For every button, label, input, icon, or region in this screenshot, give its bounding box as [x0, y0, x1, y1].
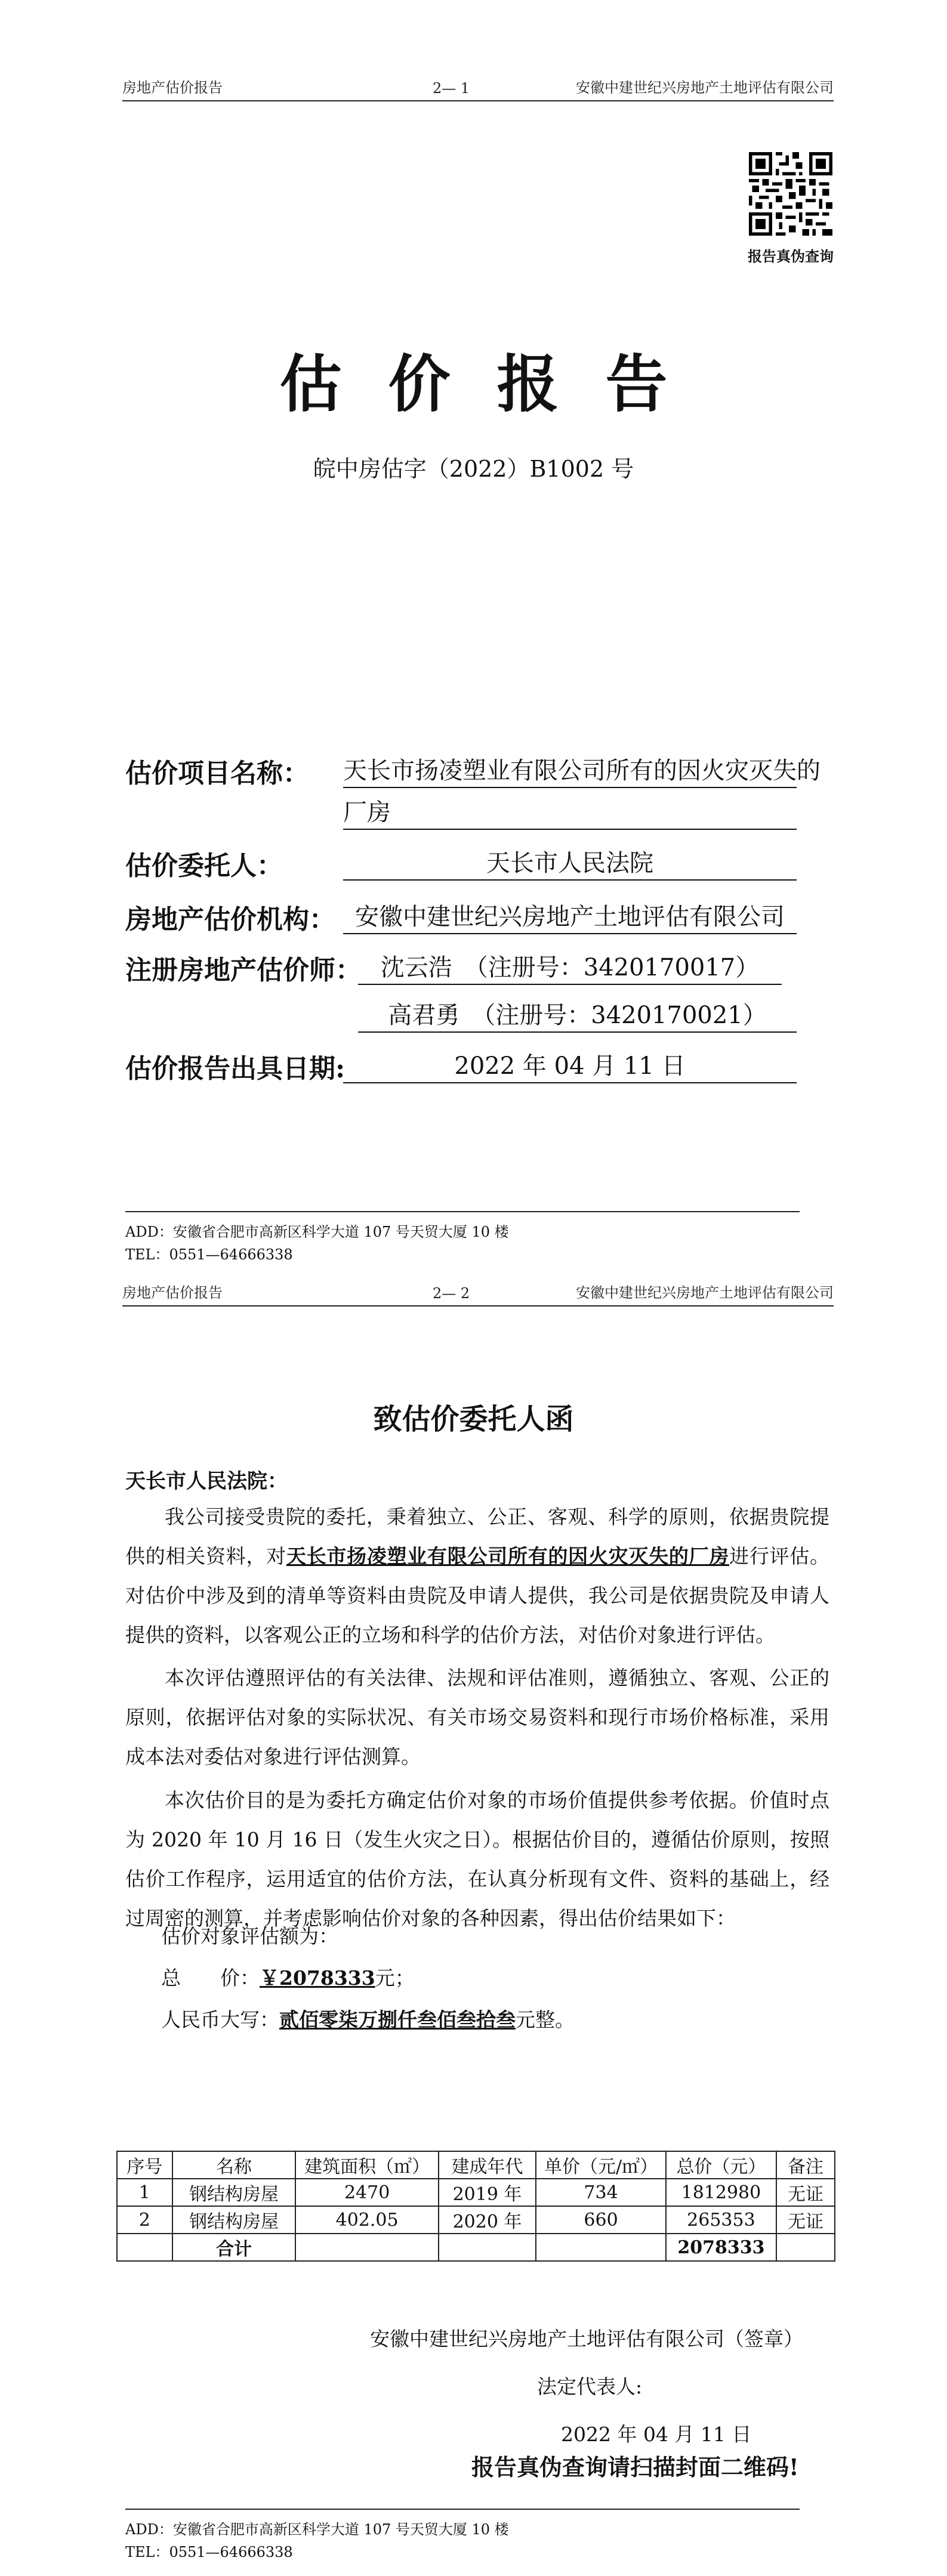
cell-year: 2019 年	[439, 2179, 536, 2206]
th-unit-price: 单价（元/㎡）	[536, 2151, 666, 2179]
date-label: 估价报告出具日期:	[125, 1054, 346, 1084]
rmb-label: 人民币大写：	[161, 2008, 279, 2031]
client-label: 估价委托人：	[125, 851, 283, 881]
qr-code-icon[interactable]	[749, 152, 832, 236]
p1-text-before: 我公司接受贵院的委托，秉着独立、公正、客观、科学的原则，依据贵院提供的相关资料，对	[125, 1505, 829, 1568]
th-index: 序号	[117, 2151, 172, 2179]
footer-tel: TEL：0551—64666338	[125, 2544, 293, 2560]
cell-empty	[439, 2234, 536, 2261]
letter-paragraph-3: 本次估价目的是为委托方确定估价对象的市场价值提供参考依据。价值时点为 2020 年 10 月 16 日（发生火灾之日）。根据估价目的，遵循估价原则，按照估价工作程序，运用适宜的估价方法，在认真分析现有文件、资料的基础上，经过周密的测算，并考虑影响估价对象的各种因素，得出估价结果如下：	[125, 1789, 829, 1930]
page-header	[122, 1283, 834, 1306]
th-total: 总价（元）	[666, 2151, 776, 2179]
header-left: 房地产估价报告	[122, 79, 223, 96]
signature-date: 2022 年 04 月 11 日	[561, 2423, 752, 2446]
rmb-line	[161, 2004, 575, 2033]
cell-total: 1812980	[666, 2179, 776, 2206]
header-company: 安徽中建世纪兴房地产土地评估有限公司	[576, 1284, 834, 1301]
verification-notice: 报告真伪查询请扫描封面二维码!	[471, 2454, 799, 2481]
page-header	[122, 78, 834, 101]
project-label: 估价项目名称：	[125, 758, 309, 789]
rmb-unit: 元整。	[516, 2008, 575, 2031]
date-value: 2022 年 04 月 11 日	[343, 1047, 797, 1083]
cell-unit-price: 734	[536, 2179, 666, 2206]
th-year: 建成年代	[439, 2151, 536, 2179]
result-label: 估价对象评估额为：	[161, 1925, 338, 1948]
cell-area: 402.05	[295, 2206, 439, 2234]
total-line	[161, 1963, 415, 1991]
th-name: 名称	[172, 2151, 296, 2179]
table-row	[117, 2179, 835, 2206]
letter-addressee: 天长市人民法院：	[125, 1469, 288, 1493]
total-label: 总 价：	[161, 1966, 260, 1990]
cover-page	[0, 0, 947, 1283]
page-footer	[125, 1211, 800, 1266]
appraiser-2: 高君勇 （注册号：3420170021）	[358, 996, 797, 1033]
cell-index: 2	[117, 2206, 172, 2234]
qr-caption: 报告真伪查询	[748, 248, 834, 265]
header-page-number: 2— 2	[433, 1285, 470, 1302]
cell-remark: 无证	[776, 2206, 835, 2234]
page-footer	[125, 2509, 800, 2563]
client-value: 天长市人民法院	[343, 844, 797, 881]
total-value: ￥2078333	[260, 1966, 375, 1990]
agency-value: 安徽中建世纪兴房地产土地评估有限公司	[343, 898, 797, 934]
agency-label: 房地产估价机构：	[125, 904, 335, 935]
signature-company: 安徽中建世纪兴房地产土地评估有限公司（签章）	[370, 2327, 803, 2350]
header-left: 房地产估价报告	[122, 1284, 223, 1301]
appraiser-1: 沈云浩 （注册号：3420170017）	[358, 949, 782, 985]
cell-unit-price: 660	[536, 2206, 666, 2234]
cell-empty	[776, 2234, 835, 2261]
header-page-number: 2— 1	[433, 80, 470, 97]
footer-address: ADD：安徽省合肥市高新区科学大道 107 号天贸大厦 10 楼	[125, 2521, 509, 2538]
rmb-value: 贰佰零柒万捌仟叁佰叁拾叁	[279, 2008, 516, 2031]
th-remark: 备注	[776, 2151, 835, 2179]
th-area: 建筑面积（㎡）	[295, 2151, 439, 2179]
project-value-line2: 厂房	[343, 793, 797, 830]
cell-empty	[117, 2234, 172, 2261]
footer-address: ADD：安徽省合肥市高新区科学大道 107 号天贸大厦 10 楼	[125, 1224, 509, 1240]
cell-area: 2470	[295, 2179, 439, 2206]
cell-total-value: 2078333	[666, 2234, 776, 2261]
cell-empty	[536, 2234, 666, 2261]
total-unit: 元；	[375, 1966, 415, 1990]
signature-legal-rep: 法定代表人:	[537, 2375, 643, 2398]
p1-text-after: 进行评估。对估价中涉及到的清单等资料由贵院及申请人提供，我公司是依据贵院及申请人提供的资料，以客观公正的立场和科学的估价方法，对估价对象进行评估。	[125, 1545, 830, 1647]
cell-name: 钢结构房屋	[172, 2179, 296, 2206]
footer-tel: TEL：0551—64666338	[125, 1246, 293, 1263]
table-total-row	[117, 2234, 835, 2261]
cell-total-label: 合计	[172, 2234, 296, 2261]
header-company: 安徽中建世纪兴房地产土地评估有限公司	[576, 79, 834, 96]
report-title: 估价报告	[279, 347, 714, 421]
p1-bold-object: 天长市扬凌塑业有限公司所有的因火灾灭失的厂房	[286, 1545, 730, 1568]
cell-total: 265353	[666, 2206, 776, 2234]
appraiser-label: 注册房地产估价师：	[125, 955, 362, 986]
cell-empty	[295, 2234, 439, 2261]
table-row	[117, 2206, 835, 2234]
letter-title: 致估价委托人函	[373, 1403, 574, 1436]
letter-paragraph-1	[125, 1497, 829, 1655]
valuation-table	[116, 2151, 835, 2262]
cell-year: 2020 年	[439, 2206, 536, 2234]
table-header-row	[117, 2151, 835, 2179]
project-value-line1: 天长市扬凌塑业有限公司所有的因火灾灭失的	[343, 752, 797, 788]
letter-paragraph-2: 本次评估遵照评估的有关法律、法规和评估准则，遵循独立、客观、公正的原则，依据评估对象的实际状况、有关市场交易资料和现行市场价格标准，采用成本法对委估对象进行评估测算。	[125, 1666, 829, 1768]
cell-name: 钢结构房屋	[172, 2206, 296, 2234]
cell-index: 1	[117, 2179, 172, 2206]
cell-remark: 无证	[776, 2179, 835, 2206]
report-number: 皖中房估字（2022）B1002 号	[313, 456, 634, 482]
